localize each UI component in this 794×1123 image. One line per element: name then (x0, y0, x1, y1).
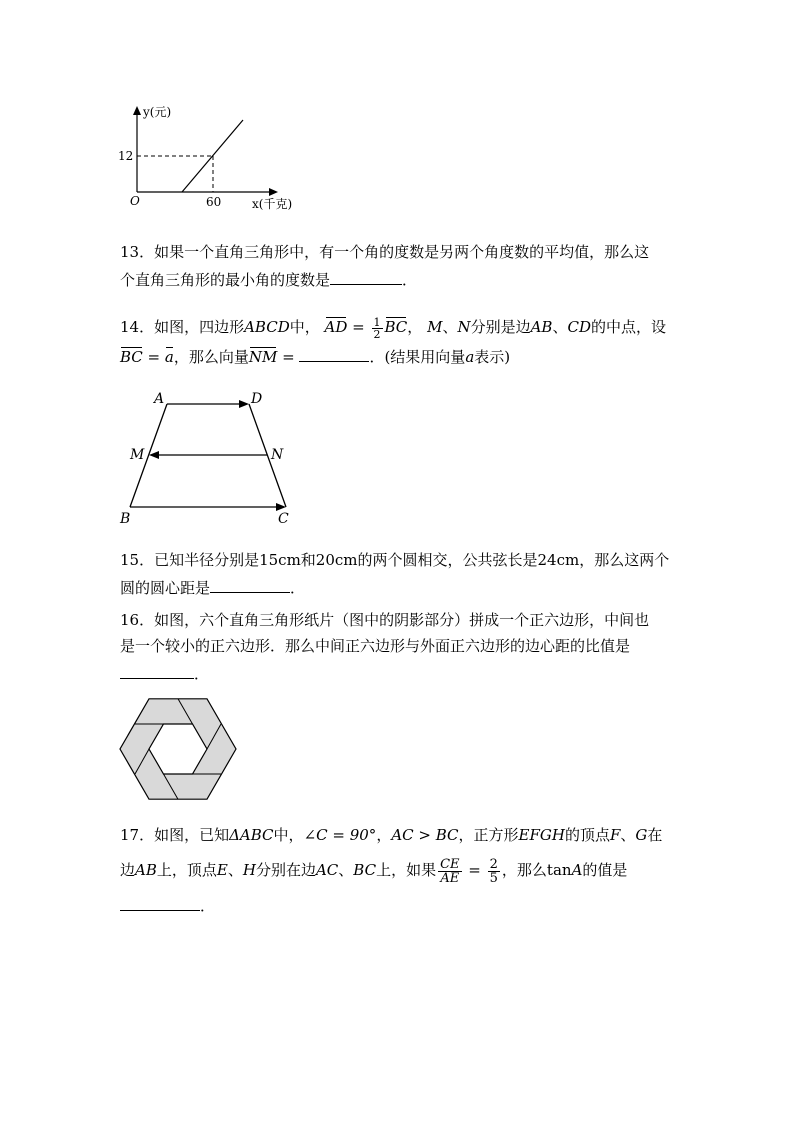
question-15-text: 圆的圆心距是 (120, 579, 211, 597)
q14-text-a: 分别是边 (470, 318, 531, 336)
q14-fraction (372, 317, 383, 340)
q17-p3: ， (376, 826, 392, 844)
price-weight-graph (110, 100, 310, 215)
label-a: A (154, 391, 165, 407)
q17-l2g: ，那么tan (501, 861, 572, 879)
q17-ratio-fraction (438, 858, 461, 885)
label-m: M (130, 447, 145, 463)
vector-bc-2: BC (120, 348, 143, 366)
answer-blank-17[interactable] (120, 896, 200, 911)
question-15-line2 (120, 578, 305, 597)
question-14-line1 (120, 316, 666, 340)
label-c: C (278, 511, 289, 527)
q14-m: M (427, 318, 443, 336)
q17-ratio-num: CE (440, 856, 460, 872)
q14-equals: = (347, 318, 370, 336)
q14-text-b: 的中点，设 (590, 318, 666, 336)
label-n: N (271, 447, 284, 463)
question-17-line2 (120, 857, 627, 885)
q17-sq: EFGH (518, 826, 565, 844)
q14-comma: ， (407, 318, 423, 336)
q17-p2: 中， (273, 826, 304, 844)
answer-blank-15[interactable] (210, 578, 290, 593)
q17-p5: 的顶点 (564, 826, 610, 844)
question-13-end: ． (402, 271, 418, 289)
x-axis-arrow (269, 188, 278, 196)
question-16-line1: 16．如图，六个直角三角形纸片（图中的阴影部分）拼成一个正六边形，中间也 (120, 611, 650, 629)
q17-e: E (216, 861, 228, 879)
label-b: B (120, 511, 131, 527)
q14-l2-text: ，那么向量 (173, 348, 249, 366)
x-tick-60: 60 (206, 195, 222, 209)
q17-p7: 在 (647, 826, 663, 844)
q14-l2-eq: = (142, 348, 165, 366)
q14-l2-eq2: = (277, 348, 300, 366)
q14-cd: CD (567, 318, 591, 336)
question-16-line3 (120, 664, 209, 683)
hexagon-figure (115, 695, 241, 805)
y-axis-arrow (133, 106, 141, 115)
question-17-end: ． (200, 897, 216, 915)
q14-l2-avar: a (465, 348, 475, 366)
label-d: D (251, 391, 263, 407)
q14-frac-den: 2 (373, 327, 381, 341)
trapezoid-figure (112, 385, 302, 530)
q17-l2a: 边 (120, 861, 136, 879)
q14-l2-end: ．(结果用向量 (369, 348, 466, 366)
vector-nm-arrow (149, 451, 159, 459)
q14-ab: AB (530, 318, 553, 336)
question-15-line1: 15．已知半径分别是15cm和20cm的两个圆相交，公共弦长是24cm，那么这两个 (120, 551, 670, 569)
question-13-line1: 13．如果一个直角三角形中，有一个角的度数是另两个角度数的平均值，那么这 (120, 243, 650, 261)
question-16-line2: 是一个较小的正六边形．那么中间正六边形与外面正六边形的边心距的比值是 (120, 637, 631, 655)
q17-ratio-den: AE (440, 870, 460, 886)
q17-ab: AB (135, 861, 157, 879)
y-axis-label: y(元) (143, 105, 172, 119)
q17-l2h: 的值是 (582, 861, 628, 879)
q17-bc: BC (353, 861, 377, 879)
q14-n: N (457, 318, 471, 336)
vector-nm: NM (248, 348, 278, 366)
q14-quad: ABCD (244, 318, 290, 336)
vector-ad: AD (324, 318, 348, 336)
question-15-end: ． (290, 579, 306, 597)
q14-l2-tail: 表示) (474, 348, 511, 366)
q17-tri: ΔABC (229, 826, 274, 844)
q17-p4: ，正方形 (458, 826, 519, 844)
q14-prefix: 14．如图，四边形 (120, 318, 245, 336)
question-14-line2 (120, 346, 510, 366)
q17-eq: = (463, 861, 486, 879)
q14-frac-num: 1 (373, 315, 381, 329)
q17-value-fraction (488, 858, 500, 885)
vector-a: a (164, 348, 174, 366)
q17-p1: 17．如图，已知 (120, 826, 230, 844)
q17-ac: AC (315, 861, 339, 879)
question-13-text: 个直角三角形的最小角的度数是 (120, 271, 331, 289)
q14-sep2: 、 (552, 318, 568, 336)
q17-f: F (609, 826, 621, 844)
origin-label: O (130, 194, 140, 208)
answer-blank-14[interactable] (299, 347, 369, 362)
y-tick-12: 12 (118, 149, 134, 163)
q17-value-num: 2 (489, 856, 498, 872)
q14-sep1: 、 (442, 318, 458, 336)
q17-g: G (635, 826, 648, 844)
q17-p6: 、 (620, 826, 636, 844)
q17-l2c: 、 (227, 861, 243, 879)
q17-ineq: AC > BC (391, 826, 459, 844)
q17-l2f: 上，如果 (376, 861, 437, 879)
q17-h: H (242, 861, 256, 879)
answer-blank-16[interactable] (120, 664, 194, 679)
q14-mid: 中， (289, 318, 320, 336)
x-axis-label: x(千克) (252, 197, 293, 211)
question-17-line1 (120, 826, 662, 844)
vector-bc: BC (384, 318, 408, 336)
question-16-end: ． (194, 665, 210, 683)
q17-l2e: 、 (338, 861, 354, 879)
vector-ad-arrow (239, 400, 249, 408)
q17-angle: ∠C = 90° (303, 826, 377, 844)
answer-blank-13[interactable] (330, 270, 402, 285)
question-13-line2 (120, 270, 417, 289)
question-17-line3 (120, 896, 215, 915)
q17-l2d: 分别在边 (255, 861, 316, 879)
q17-l2b: 上，顶点 (156, 861, 217, 879)
q17-value-den: 5 (489, 870, 498, 886)
q17-avar: A (571, 861, 583, 879)
